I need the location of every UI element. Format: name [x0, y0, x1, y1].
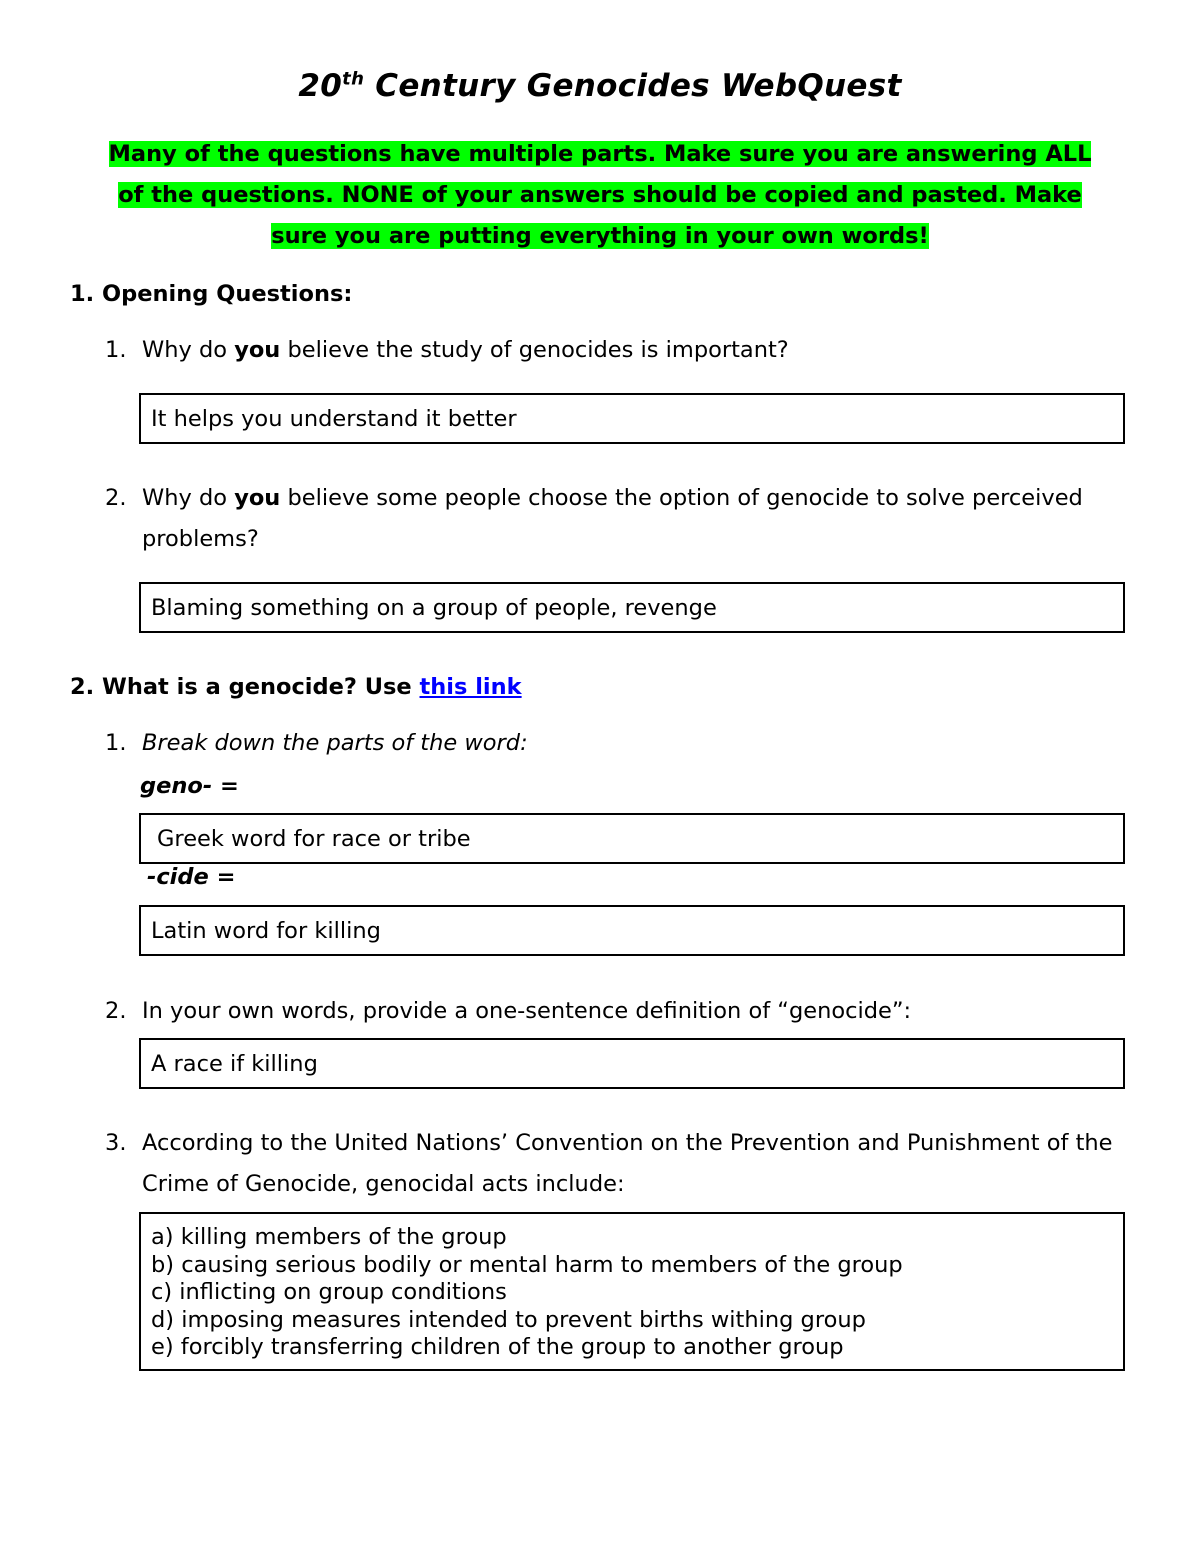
question-2-3: 3. According to the United Nations’ Convention on the Prevention and Punishment of the Crime of Genocide, genocidal acts include:: [105, 1130, 1113, 1197]
answer-box-geno[interactable]: Greek word for race or tribe: [139, 813, 1125, 864]
geno-label: geno- =: [140, 773, 239, 799]
answer-box-2-2[interactable]: A race if killing: [139, 1038, 1125, 1089]
genocidal-act-d: d) imposing measures intended to prevent births withing group: [151, 1306, 866, 1333]
answer-box-cide[interactable]: Latin word for killing: [139, 905, 1125, 956]
this-link[interactable]: this link: [419, 674, 522, 700]
question-1-1: 1. Why do you believe the study of genocides is important?: [105, 337, 789, 363]
instructions-highlight: [60, 134, 1140, 257]
question-1-2: 2. Why do you believe some people choose the option of genocide to solve perceived problems?: [105, 485, 1083, 552]
section-1-heading: 1. Opening Questions:: [70, 281, 353, 307]
genocidal-act-a: a) killing members of the group: [151, 1224, 507, 1250]
cide-label: -cide =: [147, 864, 236, 890]
instructions-line-1: Many of the questions have multiple parts. Make sure you are answering ALL: [108, 141, 1092, 167]
answer-box-2-3[interactable]: [139, 1212, 1125, 1371]
answer-box-1-2[interactable]: Blaming something on a group of people, revenge: [139, 582, 1125, 633]
answer-box-1-1[interactable]: It helps you understand it better: [139, 393, 1125, 444]
genocidal-act-e: e) forcibly transferring children of the group to another group: [151, 1334, 844, 1360]
question-2-2: 2. In your own words, provide a one-sentence definition of “genocide”:: [105, 998, 912, 1024]
question-2-1: 1. Break down the parts of the word:: [105, 730, 528, 756]
section-2-heading: 2. What is a genocide? Use this link: [70, 674, 522, 700]
page-title: 20th Century Genocides WebQuest: [298, 68, 902, 104]
instructions-line-2: of the questions. NONE of your answers should be copied and pasted. Make: [118, 182, 1082, 208]
instructions-line-3: sure you are putting everything in your own words!: [271, 223, 929, 249]
genocidal-act-c: c) inflicting on group conditions: [151, 1279, 507, 1305]
genocidal-act-b: b) causing serious bodily or mental harm to members of the group: [151, 1251, 903, 1278]
